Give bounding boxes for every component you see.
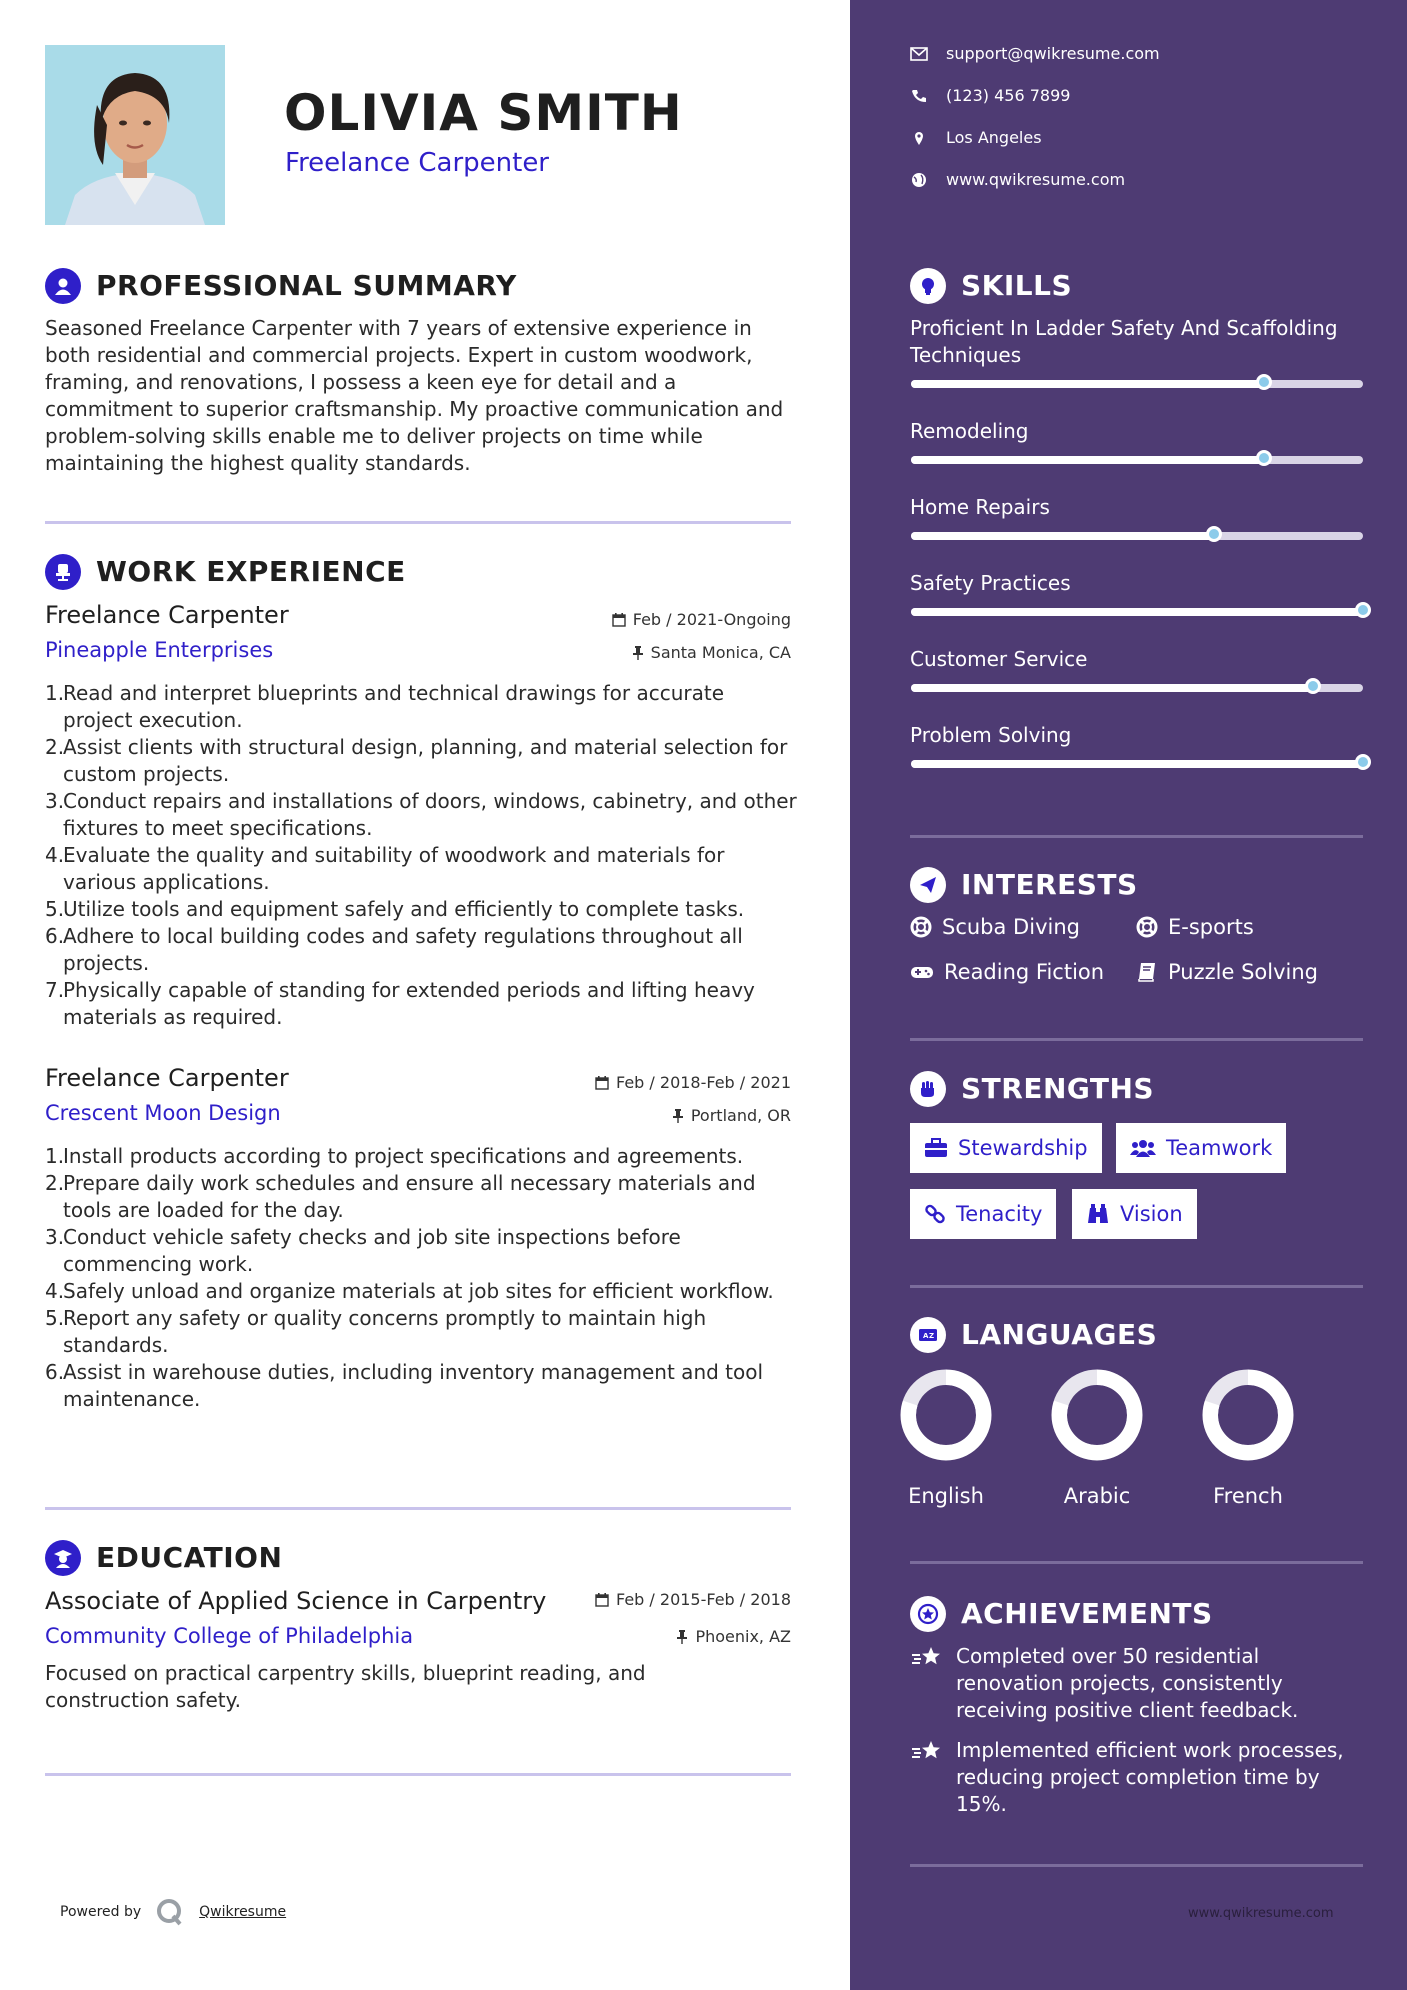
link-icon <box>924 1203 946 1225</box>
users-icon <box>1130 1138 1156 1158</box>
section-divider <box>910 1864 1363 1867</box>
job-location <box>632 643 791 662</box>
job-title: Freelance Carpenter <box>45 601 289 629</box>
paper-plane-icon <box>910 867 946 903</box>
profile-photo <box>45 45 225 225</box>
interests-title: INTERESTS <box>961 868 1138 901</box>
globe-icon <box>910 172 928 188</box>
sidebar <box>850 0 1407 1990</box>
languages-title: LANGUAGES <box>961 1318 1158 1351</box>
skill-bar <box>911 456 1363 464</box>
map-marker-icon <box>910 130 928 146</box>
summary-text: Seasoned Freelance Carpenter with 7 years of extensive experience in both residential and commercial projects. Expert in custom woodwork, framing, and renovations, I possess a keen eye for detail and a commitment to superior craftsmanship. My proactive communication and problem-solving skills enable me to deliver projects on time while maintaining the highest quality standards. <box>45 316 784 475</box>
footer-site[interactable]: www.qwikresume.com <box>1188 1906 1334 1921</box>
calendar-icon <box>595 1076 609 1090</box>
skill-level-knob <box>1256 450 1272 466</box>
section-divider <box>45 1507 791 1510</box>
graduate-icon <box>45 1540 81 1576</box>
contact-email[interactable] <box>910 44 1160 63</box>
skill-label: Customer Service <box>910 647 1088 671</box>
list-item: 3. Conduct repairs and installations of doors, windows, cabinetry, and other fixtures to meet specifications. <box>45 789 797 840</box>
job-dates-text: Feb / 2021-Ongoing <box>632 610 791 629</box>
skill-level-knob <box>1206 526 1222 542</box>
list-item: 5. Report any safety or quality concerns promptly to maintain high standards. <box>45 1306 707 1357</box>
skill-label: Problem Solving <box>910 723 1072 747</box>
skill-label: Home Repairs <box>910 495 1050 519</box>
language-label: English <box>908 1484 984 1508</box>
skill-label: Safety Practices <box>910 571 1071 595</box>
qwikresume-logo-icon <box>155 1897 185 1927</box>
lightbulb-icon <box>910 268 946 304</box>
strength-tag: Tenacity <box>910 1189 1056 1239</box>
list-item: 6. Assist in warehouse duties, including inventory management and tool maintenance. <box>45 1360 764 1411</box>
candidate-name: OLIVIA SMITH <box>284 84 683 142</box>
website-text: www.qwikresume.com <box>946 170 1126 189</box>
contact-location <box>910 128 1042 147</box>
job-dates <box>595 1073 791 1092</box>
company-name: Crescent Moon Design <box>45 1101 281 1125</box>
language-label: Arabic <box>1063 1484 1131 1508</box>
location-text: Los Angeles <box>946 128 1042 147</box>
skill-bar-fill <box>911 608 1363 616</box>
company-name: Pineapple Enterprises <box>45 638 274 662</box>
section-divider <box>45 1773 791 1776</box>
user-icon <box>45 268 81 304</box>
briefcase-icon <box>924 1138 948 1158</box>
strength-tag: Vision <box>1072 1189 1197 1239</box>
skill-bar <box>911 380 1363 388</box>
job-title: Freelance Carpenter <box>45 1064 289 1092</box>
shooting-star-icon <box>910 1645 944 1669</box>
achievements-title: ACHIEVEMENTS <box>961 1597 1213 1630</box>
pin-icon <box>676 1630 688 1644</box>
achievement-item: Implemented efficient work processes, reducing project completion time by 15%. <box>910 1737 1350 1818</box>
email-text: support@qwikresume.com <box>946 44 1160 63</box>
skill-level-knob <box>1305 678 1321 694</box>
candidate-role: Freelance Carpenter <box>285 148 549 178</box>
calendar-icon <box>612 613 626 627</box>
section-divider <box>910 1038 1363 1041</box>
list-item: 4. Safely unload and organize materials at job sites for efficient workflow. <box>45 1279 774 1303</box>
education-text: Focused on practical carpentry skills, blueprint reading, and construction safety. <box>45 1661 646 1712</box>
gamepad-icon <box>910 963 934 981</box>
summary-title: PROFESSIONAL SUMMARY <box>96 269 517 302</box>
job-location <box>672 1106 791 1125</box>
skill-level-knob <box>1256 374 1272 390</box>
life-ring-icon <box>910 916 932 938</box>
skill-bar <box>911 608 1363 616</box>
skill-level-knob <box>1355 754 1371 770</box>
list-item: 1. Read and interpret blueprints and technical drawings for accurate project execution. <box>45 681 725 732</box>
powered-by-label: Powered by <box>60 1904 142 1920</box>
fist-icon <box>910 1071 946 1107</box>
shooting-star-icon <box>910 1739 944 1763</box>
list-item: 5. Utilize tools and equipment safely and efficiently to complete tasks. <box>45 897 745 921</box>
skill-level-knob <box>1355 602 1371 618</box>
list-item: 4. Evaluate the quality and suitability of woodwork and materials for various applications. <box>45 843 725 894</box>
education-title: EDUCATION <box>96 1541 283 1574</box>
skill-bar-fill <box>911 760 1363 768</box>
pin-icon <box>672 1109 684 1123</box>
list-item: 6. Adhere to local building codes and safety regulations throughout all projects. <box>45 924 743 975</box>
education-location-text: Phoenix, AZ <box>695 1627 791 1646</box>
job-location-text: Portland, OR <box>690 1106 791 1125</box>
chair-icon <box>45 554 81 590</box>
binoculars-icon <box>1086 1203 1110 1225</box>
book-icon <box>1136 961 1158 983</box>
section-divider <box>910 1285 1363 1288</box>
interest-item: E-sports <box>1136 915 1254 939</box>
section-divider <box>910 835 1363 838</box>
skill-bar <box>911 684 1363 692</box>
svg-text:Z: Z <box>929 1332 935 1340</box>
skill-bar-fill <box>911 684 1313 692</box>
phone-icon <box>910 89 928 103</box>
skill-label: Proficient In Ladder Safety And Scaffolding Techniques <box>910 316 1338 367</box>
skill-bar-fill <box>911 532 1214 540</box>
star-badge-icon <box>910 1596 946 1632</box>
list-item: 1. Install products according to project specifications and agreements. <box>45 1144 744 1168</box>
strength-tag: Stewardship <box>910 1123 1102 1173</box>
phone-text: (123) 456 7899 <box>946 86 1071 105</box>
svg-text:A: A <box>923 1332 929 1340</box>
translate-icon <box>910 1317 946 1353</box>
list-item: 2. Assist clients with structural design, planning, and material selection for custom projects. <box>45 735 788 786</box>
powered-by <box>60 1897 286 1927</box>
strengths-title: STRENGTHS <box>961 1072 1155 1105</box>
language-ring <box>1049 1367 1145 1463</box>
job-duties <box>45 1143 797 1413</box>
experience-title: WORK EXPERIENCE <box>96 555 406 588</box>
interest-item: Puzzle Solving <box>1136 960 1318 984</box>
section-divider <box>910 1561 1363 1564</box>
interest-item: Scuba Diving <box>910 915 1080 939</box>
language-label: French <box>1213 1484 1283 1508</box>
envelope-icon <box>910 47 928 61</box>
list-item: 3. Conduct vehicle safety checks and job site inspections before commencing work. <box>45 1225 681 1276</box>
skill-bar-fill <box>911 380 1264 388</box>
pin-icon <box>632 646 644 660</box>
interest-item: Reading Fiction <box>910 960 1104 984</box>
school-name: Community College of Philadelphia <box>45 1624 414 1648</box>
contact-phone[interactable] <box>910 86 1070 105</box>
job-dates-text: Feb / 2018-Feb / 2021 <box>616 1073 791 1092</box>
skill-bar <box>911 532 1363 540</box>
section-divider <box>45 521 791 524</box>
education-dates-text: Feb / 2015-Feb / 2018 <box>616 1590 791 1609</box>
job-dates <box>612 610 791 629</box>
list-item: 2. Prepare daily work schedules and ensure all necessary materials and tools are loaded for the day. <box>45 1171 756 1222</box>
contact-website[interactable] <box>910 170 1125 189</box>
skill-bar-fill <box>911 456 1264 464</box>
achievement-item: Completed over 50 residential renovation projects, consistently receiving positive client feedback. <box>910 1643 1350 1724</box>
qwikresume-link[interactable]: Qwikresume <box>199 1904 287 1920</box>
degree-title: Associate of Applied Science in Carpentry <box>45 1587 547 1615</box>
strength-tag: Teamwork <box>1116 1123 1286 1173</box>
calendar-icon <box>595 1593 609 1607</box>
job-location-text: Santa Monica, CA <box>650 643 791 662</box>
life-ring-icon <box>1136 916 1158 938</box>
language-ring <box>1200 1367 1296 1463</box>
skills-title: SKILLS <box>961 269 1073 302</box>
skill-label: Remodeling <box>910 419 1029 443</box>
job-duties <box>45 680 797 1031</box>
education-dates <box>595 1590 791 1609</box>
list-item: 7. Physically capable of standing for extended periods and lifting heavy materials as required. <box>45 978 755 1029</box>
skill-bar <box>911 760 1363 768</box>
language-ring <box>898 1367 994 1463</box>
education-location <box>676 1627 791 1646</box>
